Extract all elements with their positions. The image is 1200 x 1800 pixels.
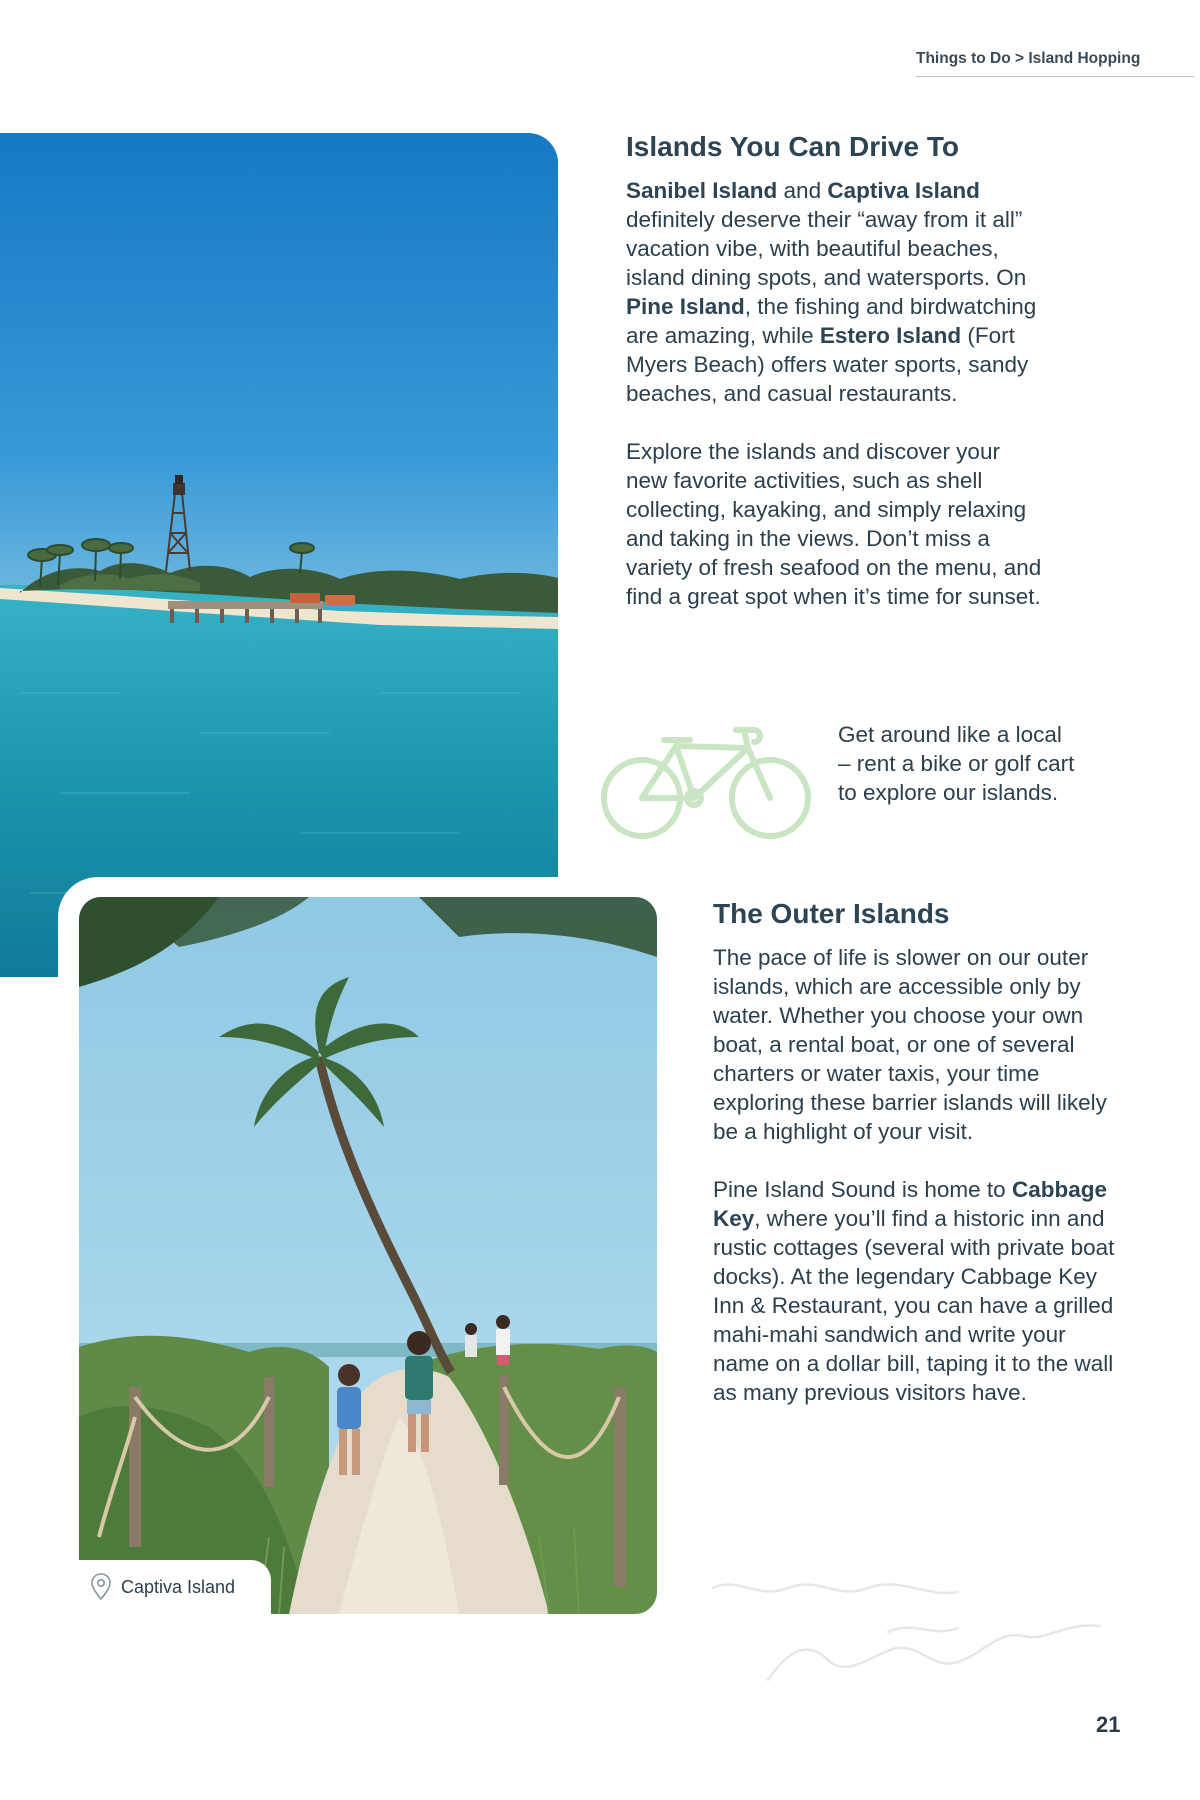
paragraph-outer-islands: The pace of life is slower on our outer islands, which are accessible only by water. Whether you choose your own boat, a rental boat, or one of several charters or water taxis, your time exploring these barrier islands will likely be a highlight of your visit. <box>713 945 1107 1144</box>
text-fragment: definitely deserve their “away from it all” vacation vibe, with beautiful beaches, island dining spots, and watersports. On <box>626 207 1027 290</box>
paragraph-islands-intro <box>626 176 1046 408</box>
text-fragment: and <box>777 178 828 203</box>
text-fragment: (Fort Myers Beach) offers water sports, sandy beaches, and casual restaurants. <box>626 323 1029 406</box>
photo-caption: Captiva Island <box>121 1577 236 1597</box>
paragraph-explore: Explore the islands and discover your new favorite activities, such as shell collecting, kayaking, and simply relaxing and taking in the views. Don’t miss a variety of fresh seafood on the menu, and find a great spot when it’s time for sunset. <box>626 439 1042 609</box>
place-estero-island: Estero Island <box>819 323 962 348</box>
page-number: 21 <box>1096 1712 1121 1737</box>
text-fragment: Pine Island Sound is home to <box>713 1177 1012 1202</box>
captiva-beach-photo <box>79 897 657 1614</box>
bicycle-icon <box>598 716 814 849</box>
place-pine-island: Pine Island <box>626 294 745 319</box>
text-fragment: , the fishing and birdwatching are amazing, while <box>626 294 1037 348</box>
place-sanibel: Sanibel Island <box>626 178 778 203</box>
section-title-drive-to: Islands You Can Drive To <box>626 131 959 162</box>
tip-text: Get around like a local – rent a bike or golf cart to explore our islands. <box>838 722 1075 805</box>
section-title-outer-islands: The Outer Islands <box>713 898 950 929</box>
lighthouse-island-photo <box>0 133 558 977</box>
wave-decoration <box>708 1570 1108 1695</box>
place-cabbage-key: Cabbage Key <box>713 1177 1107 1231</box>
text-fragment: , where you’ll find a historic inn and rustic cottages (several with private boat docks). At the legendary Cabbage Key Inn & Restaurant, you can have a grilled mahi-mahi sandwich and write your name on a dollar bill, taping it to the wall as many previous visitors have. <box>713 1206 1115 1405</box>
section-body-outer-islands <box>713 943 1123 1436</box>
section-body-drive-to <box>626 176 1046 640</box>
breadcrumb-divider <box>916 76 1194 77</box>
paragraph-cabbage-key <box>713 1175 1123 1407</box>
breadcrumb[interactable]: Things to Do > Island Hopping <box>916 50 1141 67</box>
place-captiva: Captiva Island <box>827 178 980 203</box>
location-pin-icon <box>90 1572 112 1607</box>
